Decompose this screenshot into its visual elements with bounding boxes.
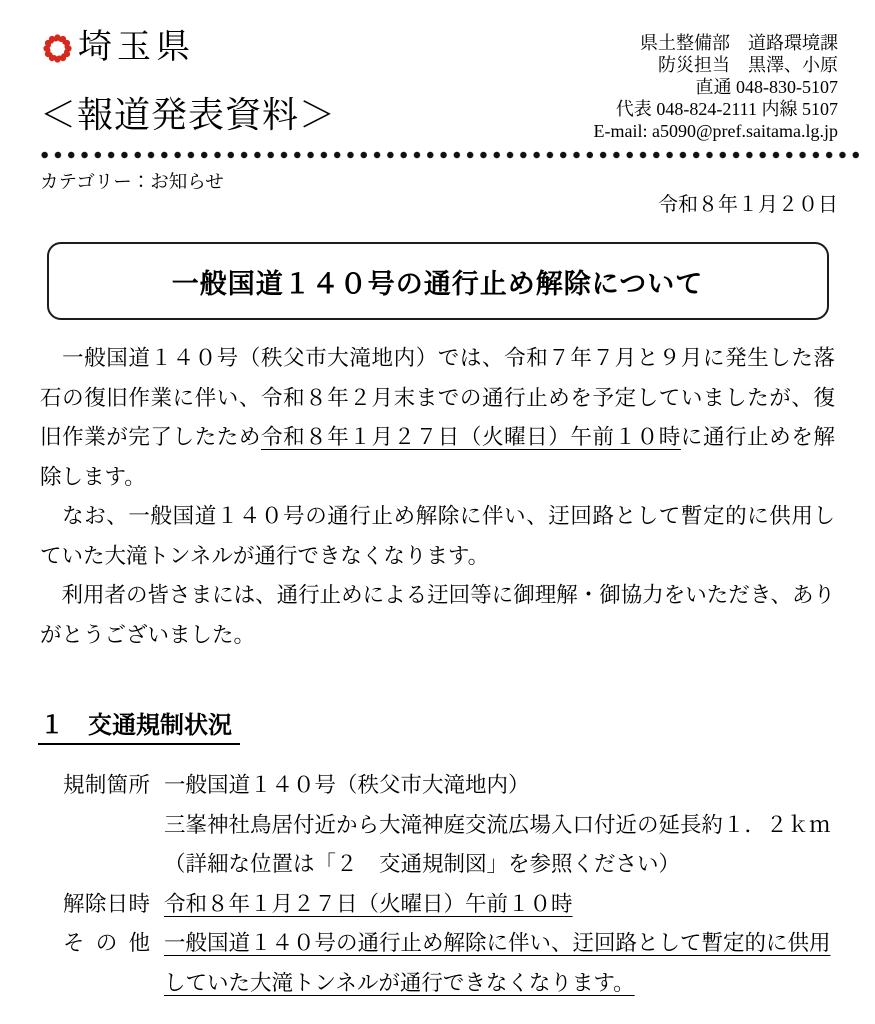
location-label: 規制箇所	[63, 773, 150, 797]
saitama-emblem-icon	[40, 31, 75, 66]
header-left	[40, 26, 336, 142]
other-line-2: していた大滝トンネルが通行できなくなります。	[164, 970, 635, 995]
contact-block	[593, 26, 838, 142]
contact-main-phone: 代表 048-824-2111 内線 5107	[615, 99, 838, 119]
detail-row-lift-datetime	[0, 885, 875, 925]
section-1	[38, 705, 875, 745]
category-label: カテゴリー：お知らせ	[40, 173, 224, 193]
location-value	[164, 766, 875, 885]
regulation-details	[0, 766, 875, 1003]
paragraph-1-tail: に通行止めを解除します。	[40, 425, 835, 489]
lift-datetime-underlined: 令和８年１月２７日（火曜日）午前１０時	[261, 425, 681, 449]
release-date: 令和８年１月２０日	[658, 194, 838, 216]
location-line-3: （詳細な位置は「２ 交通規制図」を参照ください）	[164, 852, 681, 876]
paragraph-3: 利用者の皆さまには、通行止めによる迂回等に御理解・御協力をいただき、ありがとうございました。	[40, 583, 835, 647]
paragraph-2: なお、一般国道１４０号の通行止め解除に伴い、迂回路として暫定的に供用していた大滝トンネルが通行できなくなります。	[40, 504, 835, 568]
contact-department: 県土整備部 道路環境課	[640, 33, 838, 53]
section-1-heading: １ 交通規制状況	[38, 705, 240, 745]
lift-datetime-line: 令和８年１月２７日（火曜日）午前１０時	[164, 891, 573, 916]
contact-direct-phone: 直通 048-830-5107	[695, 77, 838, 97]
header	[0, 0, 875, 142]
detail-row-location	[0, 766, 875, 885]
other-value	[164, 924, 875, 1003]
prefecture-name: 埼玉県	[78, 29, 195, 66]
body-text	[40, 339, 835, 655]
paragraph-1-lead: 一般国道１４０号（秩父市大滝地内）では、令和７年７月と９月に発生した落石の復旧作業に伴い、令和８年２月末までの通行止めを予定していましたが、復旧作業が完了したため	[40, 346, 835, 449]
lift-datetime-label: 解除日時	[63, 891, 150, 916]
contact-staff: 防災担当 黒澤、小原	[658, 55, 838, 75]
other-line-1: 一般国道１４０号の通行止め解除に伴い、迂回路として暫定的に供用	[164, 931, 831, 955]
location-line-1: 一般国道１４０号（秩父市大滝地内）	[164, 773, 530, 797]
lift-datetime-value	[164, 885, 875, 925]
page-title: 一般国道１４０号の通行止め解除について	[171, 268, 704, 299]
contact-email: E-mail: a5090@pref.saitama.lg.jp	[593, 121, 838, 141]
document-type-label: ＜報道発表資料＞	[40, 94, 337, 135]
prefecture-brand	[40, 26, 336, 70]
detail-row-other	[0, 924, 875, 1003]
other-label: そ の 他	[63, 931, 150, 955]
location-line-2: 三峯神社鳥居付近から大滝神庭交流広場入口付近の延長約１．２ｋｍ	[164, 812, 831, 837]
title-box	[47, 242, 829, 320]
dotted-separator	[38, 151, 862, 159]
paragraph-1	[40, 339, 835, 497]
